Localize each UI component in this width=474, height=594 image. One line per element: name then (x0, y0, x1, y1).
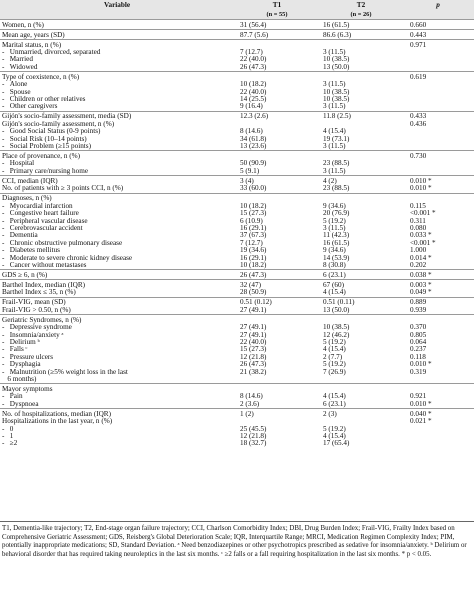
row-t2-value: 67 (60) (320, 280, 400, 290)
row-p-value: 0.619 (400, 72, 474, 82)
row-t2-value: 10 (38.5) (323, 324, 350, 332)
row-label: - Spouse (2, 88, 31, 96)
table-row (0, 255, 474, 262)
row-p-value: 1.000 (410, 247, 427, 255)
row-p-value (400, 136, 474, 143)
table-row (0, 218, 474, 225)
row-label: - Hospital (2, 160, 35, 168)
table-row (0, 210, 474, 217)
row-t1-value (232, 193, 320, 203)
row-label: GDS ≥ 6, n (%) (0, 270, 232, 280)
row-t1-value: 50 (90.9) (240, 160, 267, 168)
row-label: - 1 (2, 433, 14, 441)
row-p-value: 0.805 (410, 331, 427, 339)
row-label: - Other caregivers (2, 103, 58, 111)
row-t1-value (232, 40, 320, 50)
row-t1-value: 26 (47.3) (240, 63, 267, 71)
table-row (0, 96, 474, 103)
table-row (0, 30, 474, 40)
row-p-value (400, 143, 474, 151)
row-t1-value: 27 (49.1) (240, 324, 267, 332)
row-t1-value: 34 (61.8) (240, 135, 267, 143)
table-row (0, 401, 474, 409)
table-row (0, 136, 474, 143)
table-row (0, 240, 474, 247)
header-p: p (400, 0, 474, 11)
row-t1-value: 5 (9.1) (240, 167, 260, 175)
row-t2-value: 3 (11.5) (323, 49, 346, 56)
row-t2-value: 14 (53.9) (323, 254, 350, 262)
row-t2-value (320, 151, 400, 161)
row-p-value (400, 81, 474, 88)
row-t2-value: 4 (15.4) (323, 128, 346, 136)
header-t1-n: (n = 55) (232, 11, 320, 20)
row-t1-value: 13 (23.6) (240, 143, 267, 151)
table-row (0, 20, 474, 30)
row-label: Mean age, years (SD) (0, 30, 232, 40)
row-t1-value: 10 (18.2) (240, 81, 267, 89)
row-p-value: 0.311 (410, 217, 426, 225)
row-t2-value (320, 384, 400, 394)
row-p-value: 0.010 * (410, 400, 432, 408)
table-row (0, 289, 474, 297)
row-t2-value: 5 (19.2) (323, 217, 346, 225)
header-variable: Variable (0, 0, 232, 11)
row-label: Barthel Index, median (IQR) (0, 280, 232, 290)
row-label: - Depressive syndrome (2, 324, 72, 332)
row-p-value: 0.115 (410, 202, 426, 210)
table-row (0, 185, 474, 193)
table-row (0, 121, 474, 128)
row-p-value (400, 193, 474, 203)
row-t1-value: 27 (49.1) (240, 331, 267, 339)
header-t2-n: (n = 26) (320, 11, 400, 20)
table-row (0, 369, 474, 376)
row-t1-value: 21 (38.2) (240, 368, 267, 376)
row-label: - Dysphagia (2, 361, 41, 369)
row-label: Barthel Index ≤ 35, n (%) (2, 289, 76, 297)
row-label: - Falls ᶜ (2, 346, 28, 354)
row-label: Hospitalizations in the last year, n (%) (2, 418, 113, 426)
row-t2-value: 4 (15.4) (323, 289, 346, 297)
row-label: - Insomnia/anxiety ᵃ (2, 331, 64, 339)
row-t1-value: 22 (40.0) (240, 338, 267, 346)
table-row (0, 332, 474, 339)
row-p-value: <0.001 * (410, 239, 436, 247)
row-label: Marital status, n (%) (0, 40, 232, 50)
row-label: - Good Social Status (0-9 points) (2, 128, 101, 136)
row-t2-value: 19 (73.1) (323, 135, 350, 143)
row-label: - Social Problem (≥15 points) (2, 143, 91, 151)
row-p-value: 0.010 * (410, 185, 432, 193)
row-t1-value: 27 (49.1) (240, 306, 267, 314)
row-label: Frail-VIG > 0.50, n (%) (2, 306, 71, 314)
header-t2: T2 (320, 0, 400, 11)
row-label: Diagnoses, n (%) (0, 193, 232, 203)
row-t1-value: 16 (29.1) (240, 254, 267, 262)
row-t1-value: 16 (29.1) (240, 224, 267, 232)
row-t1-value (232, 418, 320, 425)
row-t2-value: 11.8 (2.5) (320, 111, 400, 121)
row-t2-value: 7 (26.9) (323, 368, 346, 376)
row-p-value: 0.038 * (400, 270, 474, 280)
row-t2-value: 10 (38.5) (323, 56, 350, 64)
table-row (0, 111, 474, 121)
row-label: Gijón's socio-family assessment, media (SD) (0, 111, 232, 121)
row-p-value (400, 315, 474, 325)
row-t1-value: 87.7 (5.6) (232, 30, 320, 40)
row-label: No. of patients with ≥ 3 points CCI, n (%) (2, 185, 124, 193)
row-t1-value: 33 (60.0) (240, 185, 267, 193)
row-label: Frail-VIG, mean (SD) (0, 297, 232, 307)
row-p-value (400, 103, 474, 111)
table-row (0, 247, 474, 254)
row-t1-value: 0.51 (0.12) (232, 297, 320, 307)
row-label: - Pain (2, 393, 23, 401)
row-t2-value: 10 (38.5) (323, 88, 350, 96)
table-row (0, 81, 474, 88)
table-row (0, 103, 474, 111)
table-row (0, 143, 474, 151)
row-t1-value: 1 (2) (232, 409, 320, 419)
row-t2-value: 3 (11.5) (323, 224, 346, 232)
row-p-value: 0.889 (400, 297, 474, 307)
table-row (0, 384, 474, 394)
row-label: Type of coexistence, n (%) (0, 72, 232, 82)
row-t2-value: 5 (19.2) (323, 361, 346, 369)
row-p-value (400, 384, 474, 394)
row-p-value: 0.971 (400, 40, 474, 50)
table-row (0, 225, 474, 232)
row-t1-value: 8 (14.6) (240, 393, 263, 401)
row-label: - Pressure ulcers (2, 353, 54, 361)
row-t2-value: 4 (2) (320, 176, 400, 186)
table-row (0, 56, 474, 63)
row-p-value (400, 128, 474, 135)
row-p-value: 0.443 (400, 30, 474, 40)
row-t1-value (232, 121, 320, 128)
row-t1-value: 26 (47.3) (240, 361, 267, 369)
row-t2-value: 6 (23.1) (323, 400, 346, 408)
row-t1-value: 12 (21.8) (240, 433, 267, 441)
row-label: - Social Risk (10–14 points) (2, 135, 87, 143)
row-label: - Congestive heart failure (2, 210, 79, 218)
row-label: Women, n (%) (0, 20, 232, 30)
row-label: - Widowed (2, 63, 38, 71)
row-t1-value: 37 (67.3) (240, 232, 267, 240)
row-label: - Delirium ᵇ (2, 338, 40, 346)
row-t2-value: 16 (61.5) (320, 20, 400, 30)
row-label: - Diabetes mellitus (2, 247, 60, 255)
row-t2-value: 13 (50.0) (323, 63, 350, 71)
row-t2-value: 2 (3) (320, 409, 400, 419)
row-label: - Primary care/nursing home (2, 167, 89, 175)
header-t1: T1 (232, 0, 320, 11)
row-p-value: 0.319 (410, 368, 427, 376)
row-t2-value: 5 (19.2) (323, 425, 346, 433)
table-row (0, 409, 474, 419)
row-p-value: 0.010 * (410, 361, 432, 369)
table-footnote: T1, Dementia-like trajectory; T2, End-stage organ failure trajectory; CCI, Charlson Comorbidity Index; DBI, Drug Burden Index; Frail-VIG, Frailty Index based on Comprehensive Geriatric Assessment; GDS, Reisberg's Global Deterioration Scale; IQR, Interquartile Range; MRCI, Medication Regimen Complexity Index; PIM, potentially inappropriate medications; SD, Standard Deviation. ᵃ Need benzodiazepines or other psychotropics prescribed as sedative for insomnia/anxiety. ᵇ Delirium or behavioral disorder that has required taking neuroleptics in the last six months. ᶜ ≥2 falls or a fall requiring hospitalization in the last six months. * p < 0.05. (0, 521, 474, 559)
row-t2-value: 9 (34.6) (323, 202, 346, 210)
row-t2-value (320, 121, 400, 128)
row-t1-value: 19 (34.6) (240, 247, 267, 255)
row-t2-value: 2 (7.7) (323, 353, 343, 361)
table-row (0, 203, 474, 210)
row-label: - Malnutrition (≥5% weight loss in the last (2, 368, 128, 376)
row-t2-value: 17 (65.4) (323, 440, 350, 448)
row-t1-value (232, 384, 320, 394)
table-row (0, 440, 474, 447)
row-p-value: 0.014 * (410, 254, 432, 262)
table-row (0, 168, 474, 176)
row-t1-value: 14 (25.5) (240, 96, 267, 104)
row-p-value: 0.064 (410, 338, 427, 346)
row-label: - Cancer without metastases (2, 261, 87, 269)
row-label: - Chronic obstructive pulmonary disease (2, 239, 123, 247)
row-t1-value: 7 (12.7) (240, 239, 263, 247)
row-t2-value: 12 (46.2) (323, 331, 350, 339)
row-t2-value: 3 (11.5) (323, 103, 346, 111)
row-p-value: 0.433 (400, 111, 474, 121)
row-t1-value: 7 (12.7) (240, 49, 263, 56)
row-p-value: 0.003 * (400, 280, 474, 290)
row-p-value: 0.237 (410, 346, 427, 354)
row-label: - Moderate to severe chronic kidney disease (2, 254, 133, 262)
row-t1-value: 3 (4) (232, 176, 320, 186)
row-t2-value (320, 315, 400, 325)
table-body (0, 20, 474, 448)
row-t1-value: 25 (45.5) (240, 425, 267, 433)
row-label: - Cerebrovascular accident (2, 224, 83, 232)
table-row (0, 151, 474, 161)
row-t1-value: 15 (27.3) (240, 210, 267, 218)
table-row (0, 346, 474, 353)
row-p-value (400, 440, 474, 447)
row-label: - Dementia (2, 232, 38, 240)
row-label: - Children or other relatives (2, 96, 86, 104)
table-row (0, 49, 474, 56)
row-t1-value: 12.3 (2.6) (232, 111, 320, 121)
row-t1-value: 10 (18.2) (240, 202, 267, 210)
row-t2-value: 3 (11.5) (323, 81, 346, 89)
row-t1-value: 6 (10.9) (240, 217, 263, 225)
row-t2-value (320, 418, 400, 425)
row-p-value: 0.049 * (410, 289, 432, 297)
table-row (0, 232, 474, 239)
row-p-value: 0.436 (410, 120, 427, 128)
row-p-value: 0.021 * (410, 418, 432, 426)
row-label: - Dyspnoea (2, 400, 39, 408)
row-t1-value: 10 (18.2) (240, 261, 267, 269)
table-row (0, 176, 474, 186)
row-t1-value: 31 (56.4) (232, 20, 320, 30)
table-row (0, 339, 474, 346)
table-row (0, 307, 474, 315)
row-label: - 0 (2, 425, 14, 433)
table-row (0, 324, 474, 331)
row-p-value (400, 56, 474, 63)
row-t1-value: 26 (47.3) (232, 270, 320, 280)
row-t1-value (232, 315, 320, 325)
table-row (0, 89, 474, 96)
row-t2-value (320, 40, 400, 50)
row-t1-value: 8 (14.6) (240, 128, 263, 136)
row-p-value: 0.080 (410, 224, 427, 232)
row-p-value: 0.939 (410, 306, 427, 314)
row-p-value (400, 168, 474, 176)
row-t1-value (232, 376, 320, 384)
table-row (0, 433, 474, 440)
table-row (0, 64, 474, 72)
row-t2-value: 4 (15.4) (323, 433, 346, 441)
row-label: CCI, median (IQR) (0, 176, 232, 186)
row-p-value: <0.001 * (410, 210, 436, 218)
row-p-value: 0.010 * (400, 176, 474, 186)
table-row (0, 193, 474, 203)
row-t2-value (320, 72, 400, 82)
row-t2-value (320, 376, 400, 384)
table-row (0, 297, 474, 307)
row-p-value (400, 426, 474, 433)
row-t2-value: 13 (50.0) (323, 306, 350, 314)
row-t2-value: 0.51 (0.11) (320, 297, 400, 307)
row-label: - ≥2 (2, 440, 18, 448)
table-row (0, 72, 474, 82)
row-p-value: 0.921 (410, 393, 427, 401)
row-t2-value: 20 (76.9) (323, 210, 350, 218)
table-row (0, 361, 474, 368)
row-t2-value: 9 (34.6) (323, 247, 346, 255)
row-p-value: 0.040 * (400, 409, 474, 419)
row-t2-value: 3 (11.5) (323, 143, 346, 151)
table-row (0, 160, 474, 167)
row-t1-value: 28 (50.9) (240, 289, 267, 297)
table-row (0, 393, 474, 400)
row-label: 6 months) (2, 376, 37, 383)
row-label: Place of provenance, n (%) (0, 151, 232, 161)
table-row (0, 426, 474, 433)
table-row (0, 262, 474, 270)
row-t2-value: 16 (61.5) (323, 239, 350, 247)
table-row (0, 128, 474, 135)
row-p-value: 0.370 (410, 324, 427, 332)
row-p-value (400, 89, 474, 96)
table-row (0, 315, 474, 325)
table-row (0, 40, 474, 50)
row-p-value: 0.730 (400, 151, 474, 161)
row-label: - Myocardial infarction (2, 202, 73, 210)
row-p-value: 0.202 (410, 261, 427, 269)
row-label: Gijón's socio-family assessment, n (%) (2, 120, 115, 128)
row-t1-value: 32 (47) (232, 280, 320, 290)
table-row (0, 280, 474, 290)
table-row (0, 376, 474, 384)
row-t2-value: 10 (38.5) (323, 96, 350, 104)
row-p-value (400, 160, 474, 167)
row-label: - Married (2, 56, 33, 64)
row-t1-value: 15 (27.3) (240, 346, 267, 354)
row-t2-value: 23 (88.5) (323, 185, 350, 193)
table-row (0, 418, 474, 425)
row-t1-value (232, 151, 320, 161)
row-t1-value: 22 (40.0) (240, 88, 267, 96)
row-p-value: 0.033 * (410, 232, 432, 240)
row-t2-value: 4 (15.4) (323, 393, 346, 401)
table-row (0, 270, 474, 280)
row-label: - Alone (2, 81, 28, 89)
row-t1-value (232, 72, 320, 82)
row-t1-value: 18 (32.7) (240, 440, 267, 448)
row-p-value (400, 433, 474, 440)
table-row (0, 354, 474, 361)
row-t2-value: 4 (15.4) (323, 346, 346, 354)
row-label: Geriatric Syndromes, n (%) (0, 315, 232, 325)
row-p-value: 0.660 (400, 20, 474, 30)
row-t1-value: 12 (21.8) (240, 353, 267, 361)
row-t2-value: 3 (11.5) (323, 167, 346, 175)
row-p-value (400, 49, 474, 56)
row-p-value (400, 64, 474, 72)
row-t1-value: 2 (3.6) (240, 400, 260, 408)
row-t2-value: 23 (88.5) (323, 160, 350, 168)
row-label: - Unmarried, divorced, separated (2, 49, 101, 56)
row-t2-value (320, 193, 400, 203)
row-label: Mayor symptoms (0, 384, 232, 394)
row-t2-value: 8 (30.8) (323, 261, 346, 269)
row-t2-value: 6 (23.1) (320, 270, 400, 280)
row-t2-value: 86.6 (6.3) (320, 30, 400, 40)
row-t1-value: 22 (40.0) (240, 56, 267, 64)
row-label: No. of hospitalizations, median (IQR) (0, 409, 232, 419)
row-label: - Peripheral vascular disease (2, 217, 88, 225)
row-p-value (400, 376, 474, 384)
row-t2-value: 5 (19.2) (323, 338, 346, 346)
row-t2-value: 11 (42.3) (323, 232, 350, 240)
row-p-value: 0.118 (410, 353, 426, 361)
row-t1-value: 9 (16.4) (240, 103, 263, 111)
row-p-value (400, 96, 474, 103)
